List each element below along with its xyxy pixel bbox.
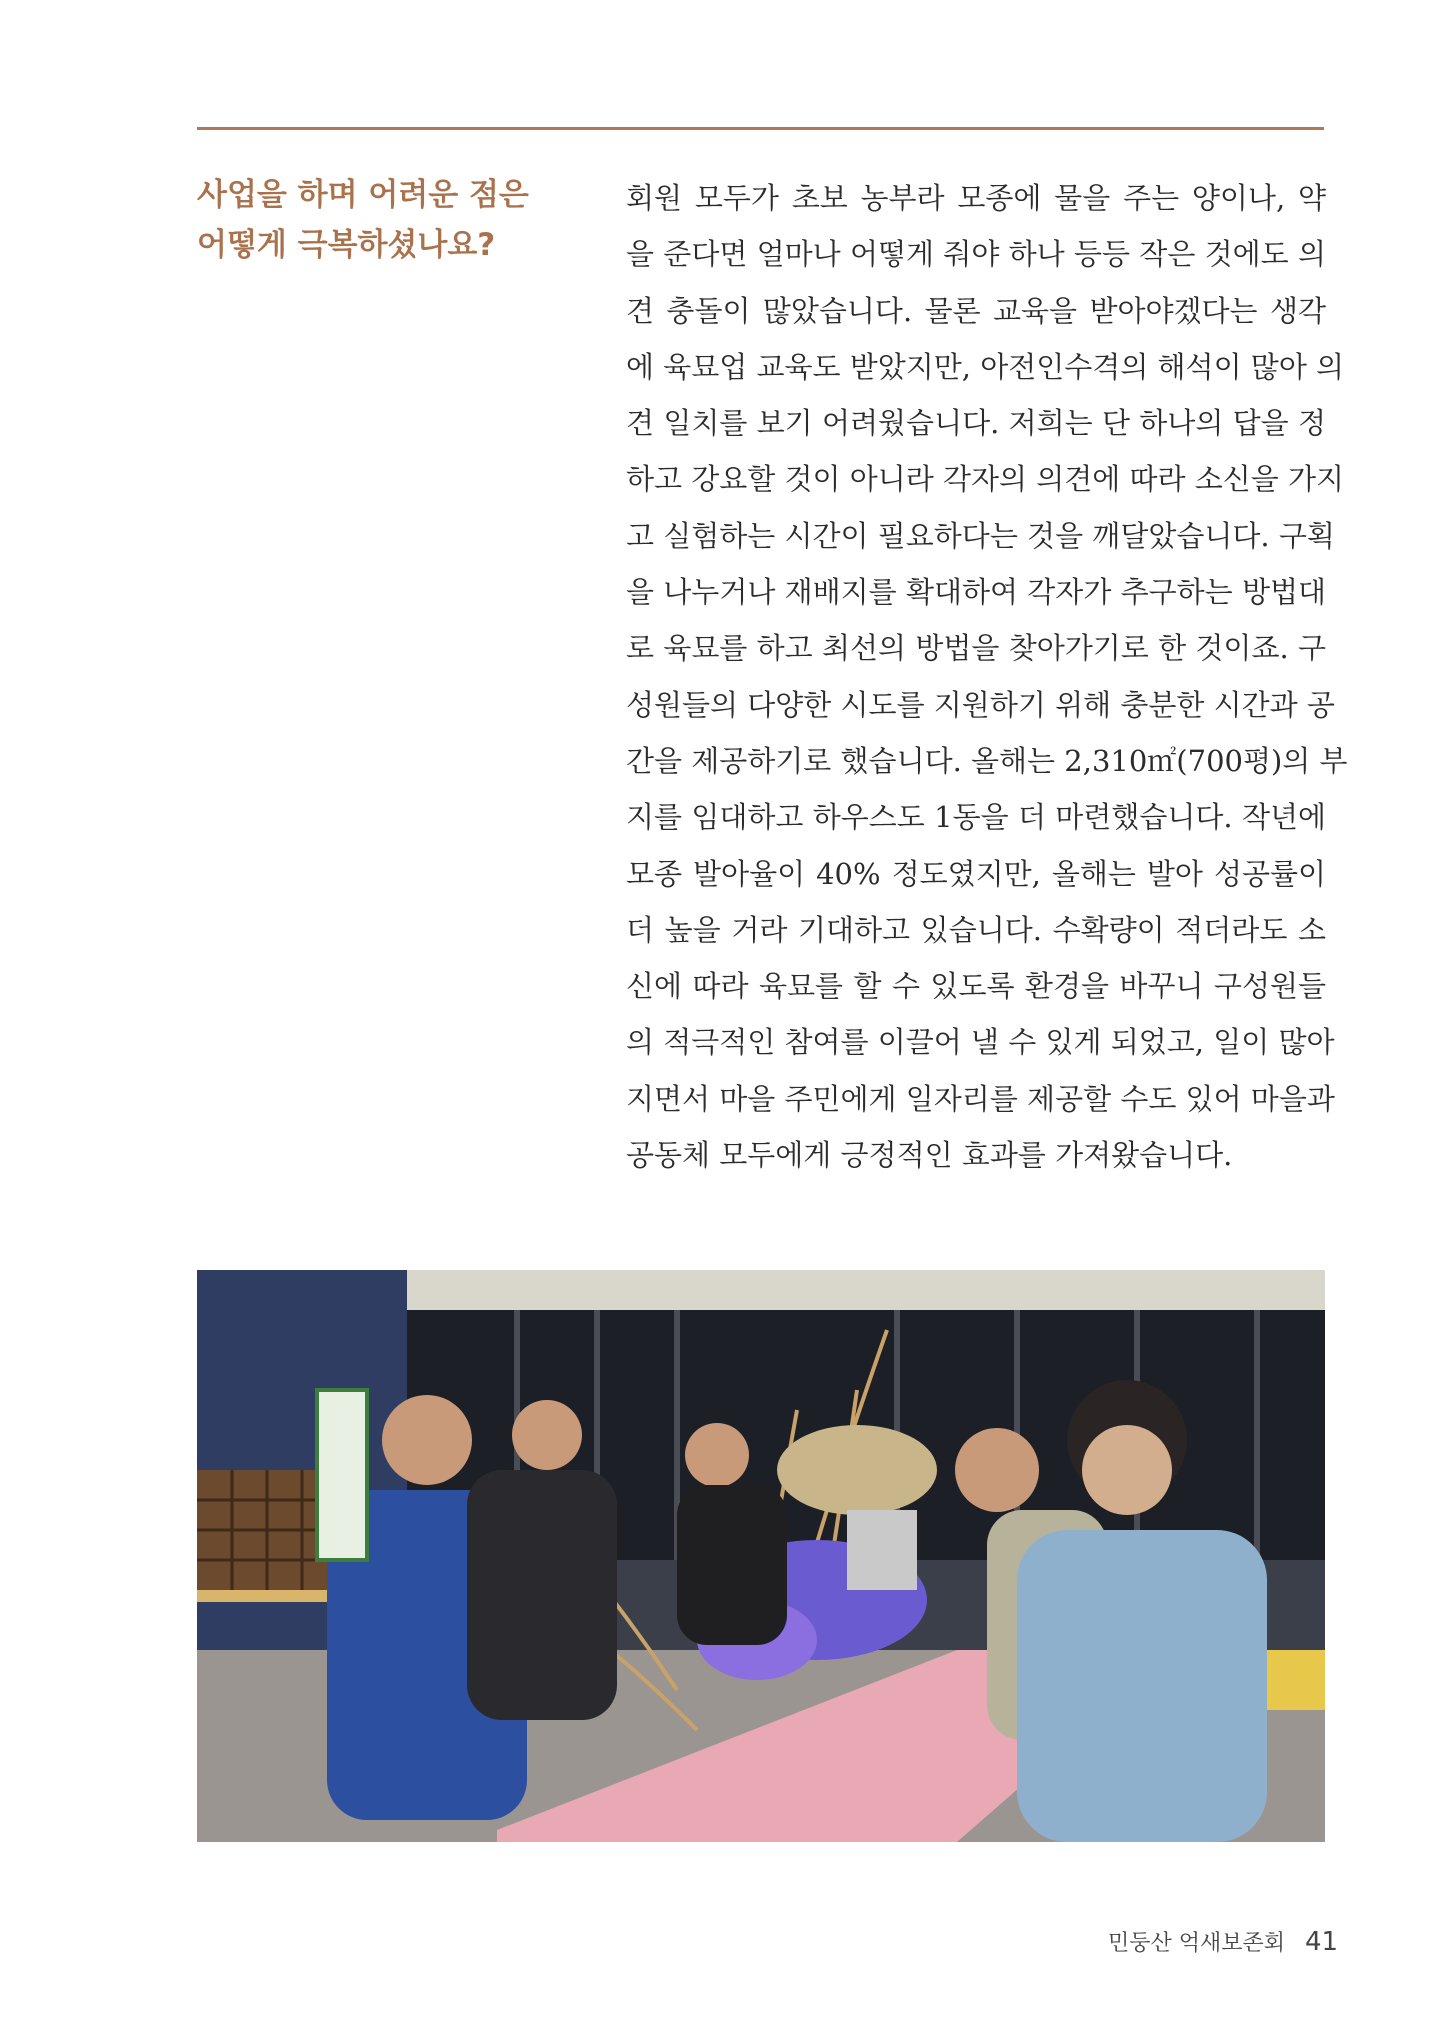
question-line-1: 사업을 하며 어려운 점은 <box>197 177 529 213</box>
page-number: 41 <box>1305 1927 1339 1957</box>
answer-line: 고 실험하는 시간이 필요하다는 것을 깨달았습니다. 구획 <box>626 518 1335 553</box>
answer-line: 을 준다면 얼마나 어떻게 줘야 하나 등등 작은 것에도 의 <box>626 237 1326 272</box>
workshop-photo <box>197 1270 1325 1842</box>
answer-line: 모종 발아율이 40% 정도였지만, 올해는 발아 성공률이 <box>626 856 1326 891</box>
answer-line: 지면서 마을 주민에게 일자리를 제공할 수도 있어 마을과 <box>626 1081 1335 1116</box>
footer-title: 민둥산 억새보존회 <box>1108 1931 1286 1956</box>
top-divider <box>197 127 1324 130</box>
answer-line: 공동체 모두에게 긍정적인 효과를 가져왔습니다. <box>626 1138 1233 1173</box>
answer-line: 더 높을 거라 기대하고 있습니다. 수확량이 적더라도 소 <box>626 912 1326 947</box>
answer-line: 에 육묘업 교육도 받았지만, 아전인수격의 해석이 많아 의 <box>626 349 1345 384</box>
answer-line: 로 육묘를 하고 최선의 방법을 찾아가기로 한 것이죠. 구 <box>626 631 1326 666</box>
answer-line: 의 적극적인 참여를 이끌어 낼 수 있게 되었고, 일이 많아 <box>626 1025 1335 1060</box>
question-heading <box>197 170 597 270</box>
answer-line: 하고 강요할 것이 아니라 각자의 의견에 따라 소신을 가지 <box>626 462 1345 497</box>
answer-line: 간을 제공하기로 했습니다. 올해는 2,310㎡(700평)의 부 <box>626 743 1348 778</box>
page-footer <box>1108 1926 1338 1960</box>
answer-line: 견 일치를 보기 어려웠습니다. 저희는 단 하나의 답을 정 <box>626 406 1326 441</box>
answer-line: 회원 모두가 초보 농부라 모종에 물을 주는 양이나, 약 <box>626 181 1326 215</box>
answer-line: 을 나누거나 재배지를 확대하여 각자가 추구하는 방법대 <box>626 575 1326 610</box>
answer-body <box>626 170 1348 1183</box>
question-line-2: 어떻게 극복하셨나요? <box>197 227 496 263</box>
answer-line: 신에 따라 육묘를 할 수 있도록 환경을 바꾸니 구성원들 <box>626 969 1326 1004</box>
answer-line: 견 충돌이 많았습니다. 물론 교육을 받아야겠다는 생각 <box>626 293 1326 328</box>
answer-line: 지를 임대하고 하우스도 1동을 더 마련했습니다. 작년에 <box>626 800 1326 835</box>
answer-line: 성원들의 다양한 시도를 지원하기 위해 충분한 시간과 공 <box>626 687 1335 722</box>
